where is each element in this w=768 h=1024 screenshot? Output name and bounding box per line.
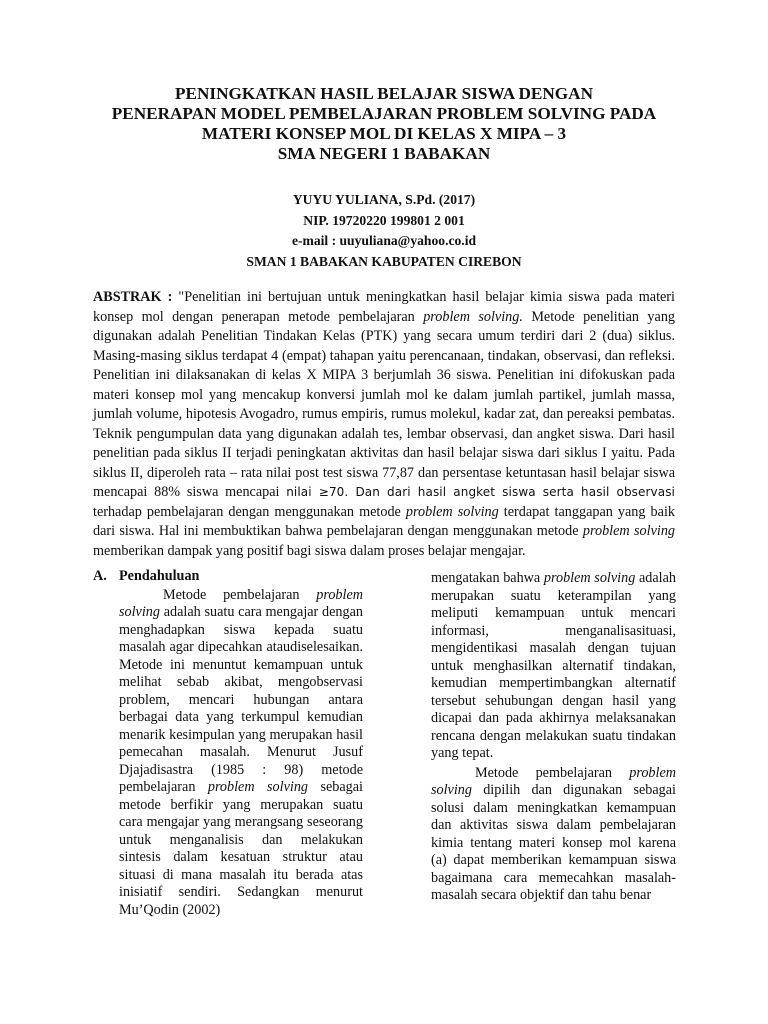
p1-em-2: problem solving — [207, 779, 309, 795]
right-column — [431, 570, 676, 905]
abstract — [93, 288, 675, 561]
r2-text-a: Metode pembelajaran — [475, 764, 630, 781]
abstract-alt-font-text: nilai ≥70. Dan dari hasil angket siswa serta hasil observasi — [286, 485, 675, 499]
section-title: Pendahuluan — [119, 568, 200, 584]
title-line-4: SMA NEGERI 1 BABAKAN — [277, 144, 491, 163]
p1-text-b: adalah suatu cara mengajar dengan menghadapkan siswa kepada suatu masalah agar dipecahkan ataudiselesaikan. Metode ini menuntut kemampuan untuk melihat sebab akibat, mengobservasi problem, mencari hubungan antara berbagai data yang terkumpul kemudian menarik kesimpulan yang merupakan hasil pemecahan masalah. Menurut Jusuf Djajadisastra (1985 : 98) metode pembelajaran — [119, 604, 363, 795]
paragraph-continued — [431, 570, 676, 763]
paragraph-1 — [119, 587, 363, 920]
author-block — [60, 190, 708, 272]
author-email: e-mail : uuyuliana@yahoo.co.id — [291, 233, 477, 248]
abstract-text-1: "Penelitian ini bertujuan untuk meningkatkan hasil belajar kimia siswa pada materi konsep mol dengan penerapan metode pembelajaran — [93, 289, 675, 325]
abstract-text-2: Metode penelitian yang digunakan adalah Penelitian Tindakan Kelas (PTK) yang secara umum terdiri dari 2 (dua) siklus. Masing-masing siklus terdapat 4 (empat) tahapan yaitu perencanaan, tindakan, observasi, dan refleksi. Penelitian ini dilaksanakan di kelas X MIPA 3 berjumlah 36 siswa. Penelitian ini difokuskan pada materi konsep mol yang mencakup konversi jumlah mol ke dalam jumlah partikel, jumlah massa, jumlah volume, hipotesis Avogadro, rumus empiris, rumus molekul, kadar zat, dan pereaksi pembatas. Teknik pengumpulan data yang digunakan adalah tes, lembar observasi, dan angket siswa. Dari hasil penelitian pada siklus II terjadi peningkatan aktivitas dan hasil belajar siswa dari siklus I yaitu. Pada siklus II, diperoleh rata – rata nilai post test siswa 77,87 dan persentase ketuntasan hasil belajar siswa mencapai 88% siswa mencapai — [93, 308, 676, 500]
author-name: YUYU YULIANA, S.Pd. (2017) — [292, 192, 476, 207]
author-institution: SMAN 1 BABAKAN KABUPATEN CIREBON — [246, 253, 522, 269]
r2-text-b: dipilih dan digunakan sebagai solusi dalam meningkatkan kemampuan dan aktivitas siswa dalam pembelajaran kimia tentang materi konsep mol karena (a) dapat memberikan kemampuan siswa bagaimana cara memecahkan masalah-masalah secara objektif dan tahu benar — [431, 782, 676, 903]
r1-text-b: adalah merupakan suatu keterampilan yang meliputi kemampuan untuk mencari informasi, menganalisasituasi, mengidentikasi masalah dengan tujuan untuk menghasilkan alternatif tindakan, kemudian mempertimbangkan alternatif tersebut sehubungan dengan hasil yang dicapai dan pada akhirnya melaksanakan rencana dengan melakukan suatu tindakan yang tepat. — [431, 570, 676, 761]
p1-text-c: sebagai metode berfikir yang merupakan suatu cara mengajar yang merangsang seseorang untuk menganalisis dan melakukan sintesis dalam kesatuan struktur atau situasi di mana masalah itu berada atas inisiatif sendiri. Sedangkan menurut Mu’Qodin (2002) — [119, 779, 363, 918]
paper-title — [60, 84, 708, 164]
abstract-text-4: terdapat tanggapan yang baik dari siswa. Hal ini membuktikan bahwa pembelajaran dengan menggunakan metode — [93, 503, 675, 539]
title-line-1: PENINGKATKAN HASIL BELAJAR SISWA DENGAN — [175, 84, 593, 103]
section-number: A. — [93, 568, 107, 584]
left-column-body — [119, 587, 363, 920]
abstract-em-2: problem solving — [405, 503, 499, 520]
p1-em-1: problem solving — [119, 586, 363, 620]
author-nip: NIP. 19720220 199801 2 001 — [303, 212, 465, 228]
abstract-label: ABSTRAK : — [93, 289, 173, 305]
paragraph-2 — [431, 765, 676, 905]
r1-em: problem solving — [543, 570, 636, 586]
title-line-2: PENERAPAN MODEL PEMBELAJARAN PROBLEM SOLVING PADA — [111, 104, 657, 123]
left-column — [93, 568, 363, 919]
abstract-text-5: memberikan dampak yang positif bagi siswa dalam proses belajar mengajar. — [93, 542, 526, 559]
abstract-text-3: terhadap pembelajaran dengan menggunakan metode — [93, 503, 406, 520]
abstract-em-3: problem solving — [582, 523, 676, 539]
p1-text-a: Metode pembelajaran — [163, 586, 317, 603]
r2-em: problem solving — [431, 764, 676, 798]
r1-text-a: mengatakan bahwa — [431, 570, 544, 586]
section-heading — [93, 568, 363, 586]
abstract-em-1: problem solving. — [423, 308, 523, 325]
title-line-3: MATERI KONSEP MOL DI KELAS X MIPA – 3 — [201, 124, 567, 143]
